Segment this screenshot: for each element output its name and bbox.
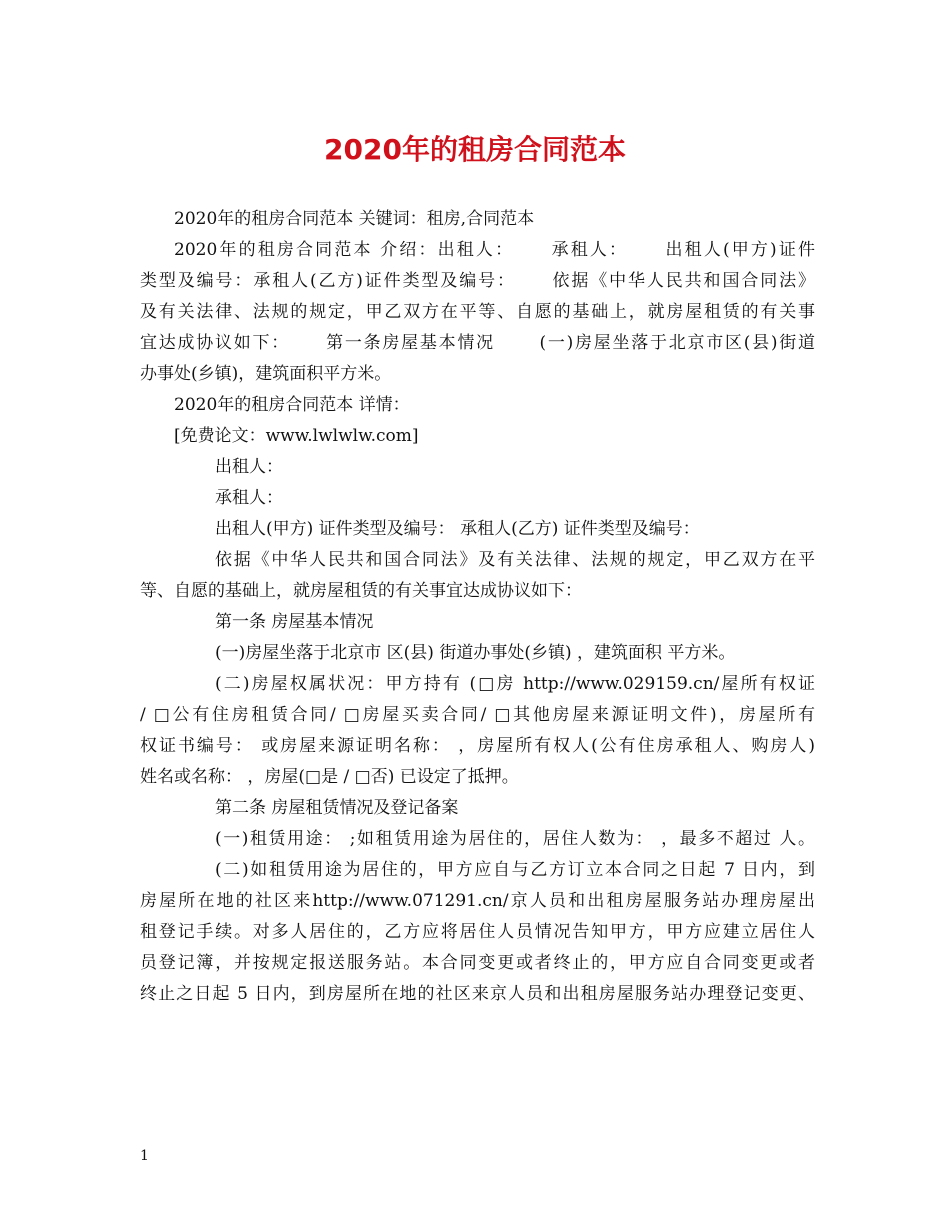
intro-line: 类型及编号：承租人(乙方)证件类型及编号： 依据《中华人民共和国合同法》	[140, 271, 815, 291]
paragraph-line: 租登记手续。对多人居住的，乙方应将居住人员情况告知甲方，甲方应建立居住人	[140, 922, 815, 942]
document-title: 2020年的租房合同范本	[324, 133, 626, 166]
article-heading: 第一条 房屋基本情况	[215, 612, 374, 632]
intro-line: 宜达成协议如下： 第一条房屋基本情况 (一)房屋坐落于北京市区(县)街道	[140, 333, 815, 353]
keywords-line: 2020年的租房合同范本 关键词：租房,合同范本	[174, 209, 535, 229]
source-line: [免费论文：www.lwlwlw.com]	[174, 426, 419, 446]
intro-line: 2020年的租房合同范本 介绍：出租人： 承租人： 出租人(甲方)证件	[174, 240, 815, 260]
paragraph-line: 姓名或名称： ，房屋(□是 / □否) 已设定了抵押。	[140, 767, 519, 787]
paragraph-line: (一)房屋坐落于北京市 区(县) 街道办事处(乡镇) ，建筑面积 平方米。	[215, 643, 736, 663]
paragraph-line: 等、自愿的基础上，就房屋租赁的有关事宜达成协议如下：	[140, 581, 582, 601]
paragraph-line: 依据《中华人民共和国合同法》及有关法律、法规的规定，甲乙双方在平	[215, 550, 815, 570]
paragraph-line: 权证书编号： 或房屋来源证明名称： ，房屋所有权人(公有住房承租人、购房人)	[140, 736, 815, 756]
intro-line: 及有关法律、法规的规定，甲乙双方在平等、自愿的基础上，就房屋租赁的有关事	[140, 302, 815, 322]
paragraph-line: (二)房屋权属状况：甲方持有 (□房 http://www.029159.cn/屋所有权证	[215, 674, 815, 694]
paragraph-line: (二)如租赁用途为居住的，甲方应自与乙方订立本合同之日起 7 日内，到	[215, 860, 815, 880]
details-heading: 2020年的租房合同范本 详情：	[174, 395, 410, 415]
id-info-line: 出租人(甲方) 证件类型及编号： 承租人(乙方) 证件类型及编号：	[215, 519, 700, 539]
paragraph-line: 员登记簿，并按规定报送服务站。本合同变更或者终止的，甲方应自合同变更或者	[140, 953, 815, 973]
paragraph-line: 房屋所在地的社区来http://www.071291.cn/京人员和出租房屋服务站办理房屋出	[140, 891, 815, 911]
page-number: 1	[140, 1148, 149, 1164]
lessee-line: 承租人：	[215, 488, 283, 508]
paragraph-line: 终止之日起 5 日内，到房屋所在地的社区来京人员和出租房屋服务站办理登记变更、	[140, 984, 815, 1004]
paragraph-line: (一)租赁用途： ;如租赁用途为居住的，居住人数为： ，最多不超过 人。	[215, 829, 815, 849]
document-body	[140, 204, 815, 1010]
intro-line: 办事处(乡镇)，建筑面积平方米。	[140, 364, 392, 384]
paragraph-line: / □公有住房租赁合同/ □房屋买卖合同/ □其他房屋来源证明文件)，房屋所有	[140, 705, 815, 725]
lessor-line: 出租人：	[215, 457, 283, 477]
article-heading: 第二条 房屋租赁情况及登记备案	[215, 798, 459, 818]
